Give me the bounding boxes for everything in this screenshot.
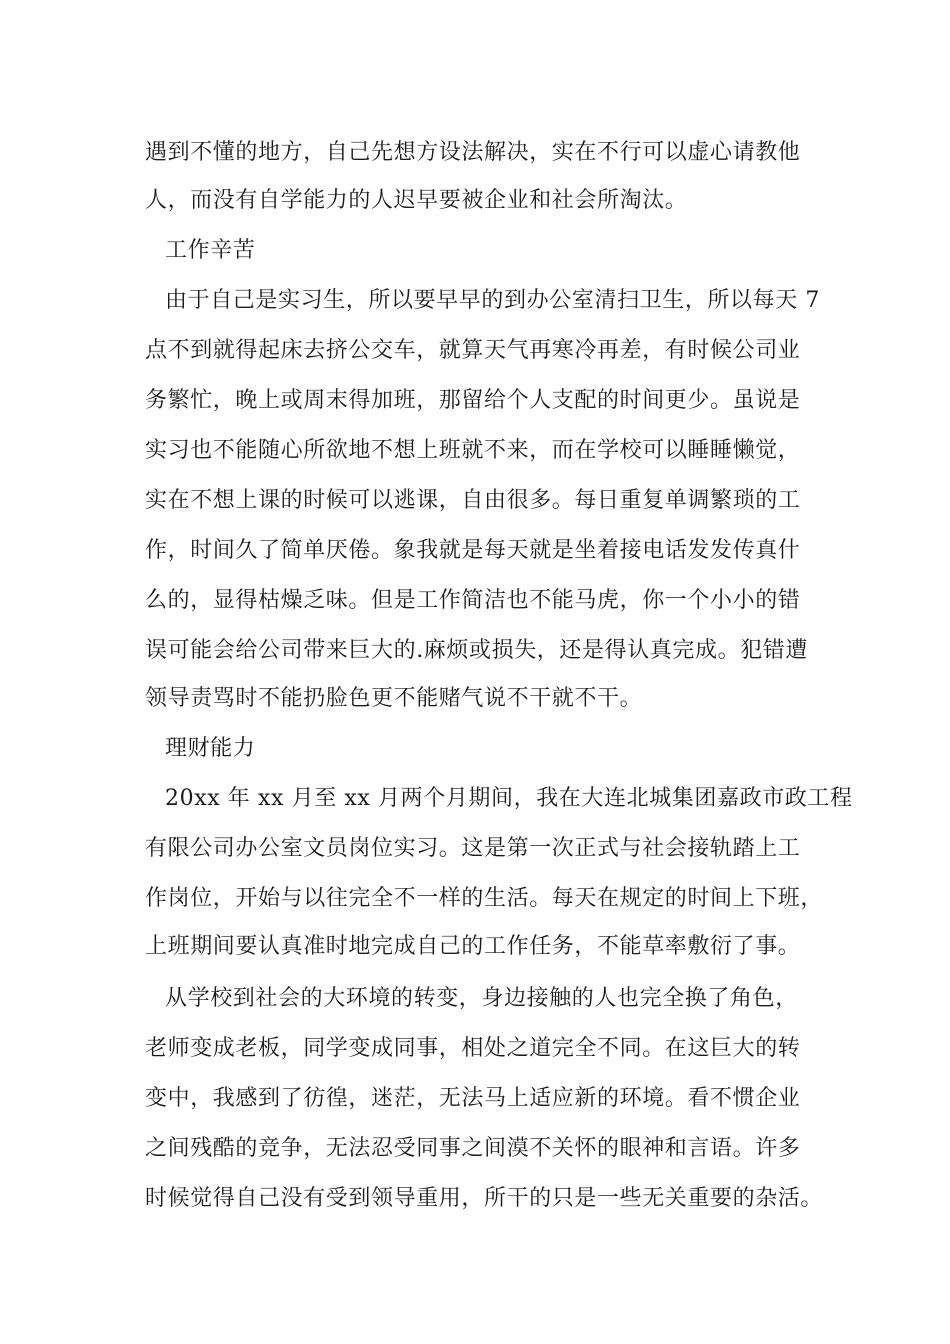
paragraph-line: 有限公司办公室文员岗位实习。这是第一次正式与社会接轨踏上工 bbox=[145, 836, 801, 861]
paragraph-line: 务繁忙，晚上或周末得加班，那留给个人支配的时间更少。虽说是 bbox=[145, 388, 801, 413]
paragraph-line: 上班期间要认真准时地完成自己的工作任务，不能草率敷衍了事。 bbox=[145, 934, 801, 959]
paragraph-line: 遇到不懂的地方，自己先想方设法解决，实在不行可以虚心请教他 bbox=[145, 140, 801, 165]
paragraph-line: 之间残酷的竞争，无法忍受同事之间漠不关怀的眼神和言语。许多 bbox=[145, 1136, 801, 1161]
paragraph-line: 作，时间久了简单厌倦。象我就是每天就是坐着接电话发发传真什 bbox=[145, 538, 801, 563]
paragraph-line: 20xx 年 xx 月至 xx 月两个月期间，我在大连北城集团嘉政市政工程 bbox=[165, 786, 853, 811]
paragraph-line: 人，而没有自学能力的人迟早要被企业和社会所淘汰。 bbox=[145, 188, 688, 213]
paragraph-line: 由于自己是实习生，所以要早早的到办公室清扫卫生，所以每天 7 bbox=[165, 288, 820, 313]
paragraph-line: 领导责骂时不能扔脸色更不能赌气说不干就不干。 bbox=[145, 686, 643, 711]
paragraph-line: 么的，显得枯燥乏味。但是工作简洁也不能马虎，你一个小小的错 bbox=[145, 588, 801, 613]
paragraph-line: 点不到就得起床去挤公交车，就算天气再寒冷再差，有时候公司业 bbox=[145, 338, 801, 363]
section-heading-work-hardship: 工作辛苦 bbox=[165, 238, 256, 263]
paragraph-line: 作岗位，开始与以往完全不一样的生活。每天在规定的时间上下班， bbox=[145, 886, 824, 911]
paragraph-line: 实在不想上课的时候可以逃课，自由很多。每日重复单调繁琐的工 bbox=[145, 488, 801, 513]
paragraph-line: 实习也不能随心所欲地不想上班就不来，而在学校可以睡睡懒觉， bbox=[145, 438, 801, 463]
paragraph-line: 老师变成老板，同学变成同事，相处之道完全不同。在这巨大的转 bbox=[145, 1036, 801, 1061]
paragraph-line: 从学校到社会的大环境的转变，身边接触的人也完全换了角色， bbox=[165, 986, 798, 1011]
section-heading-finance-ability: 理财能力 bbox=[165, 736, 256, 761]
paragraph-line: 变中，我感到了彷徨，迷茫，无法马上适应新的环境。看不惯企业 bbox=[145, 1086, 801, 1111]
paragraph-line: 误可能会给公司带来巨大的.麻烦或损失，还是得认真完成。犯错遭 bbox=[145, 638, 808, 663]
paragraph-line: 时候觉得自己没有受到领导重用，所干的只是一些无关重要的杂活。 bbox=[145, 1186, 824, 1211]
